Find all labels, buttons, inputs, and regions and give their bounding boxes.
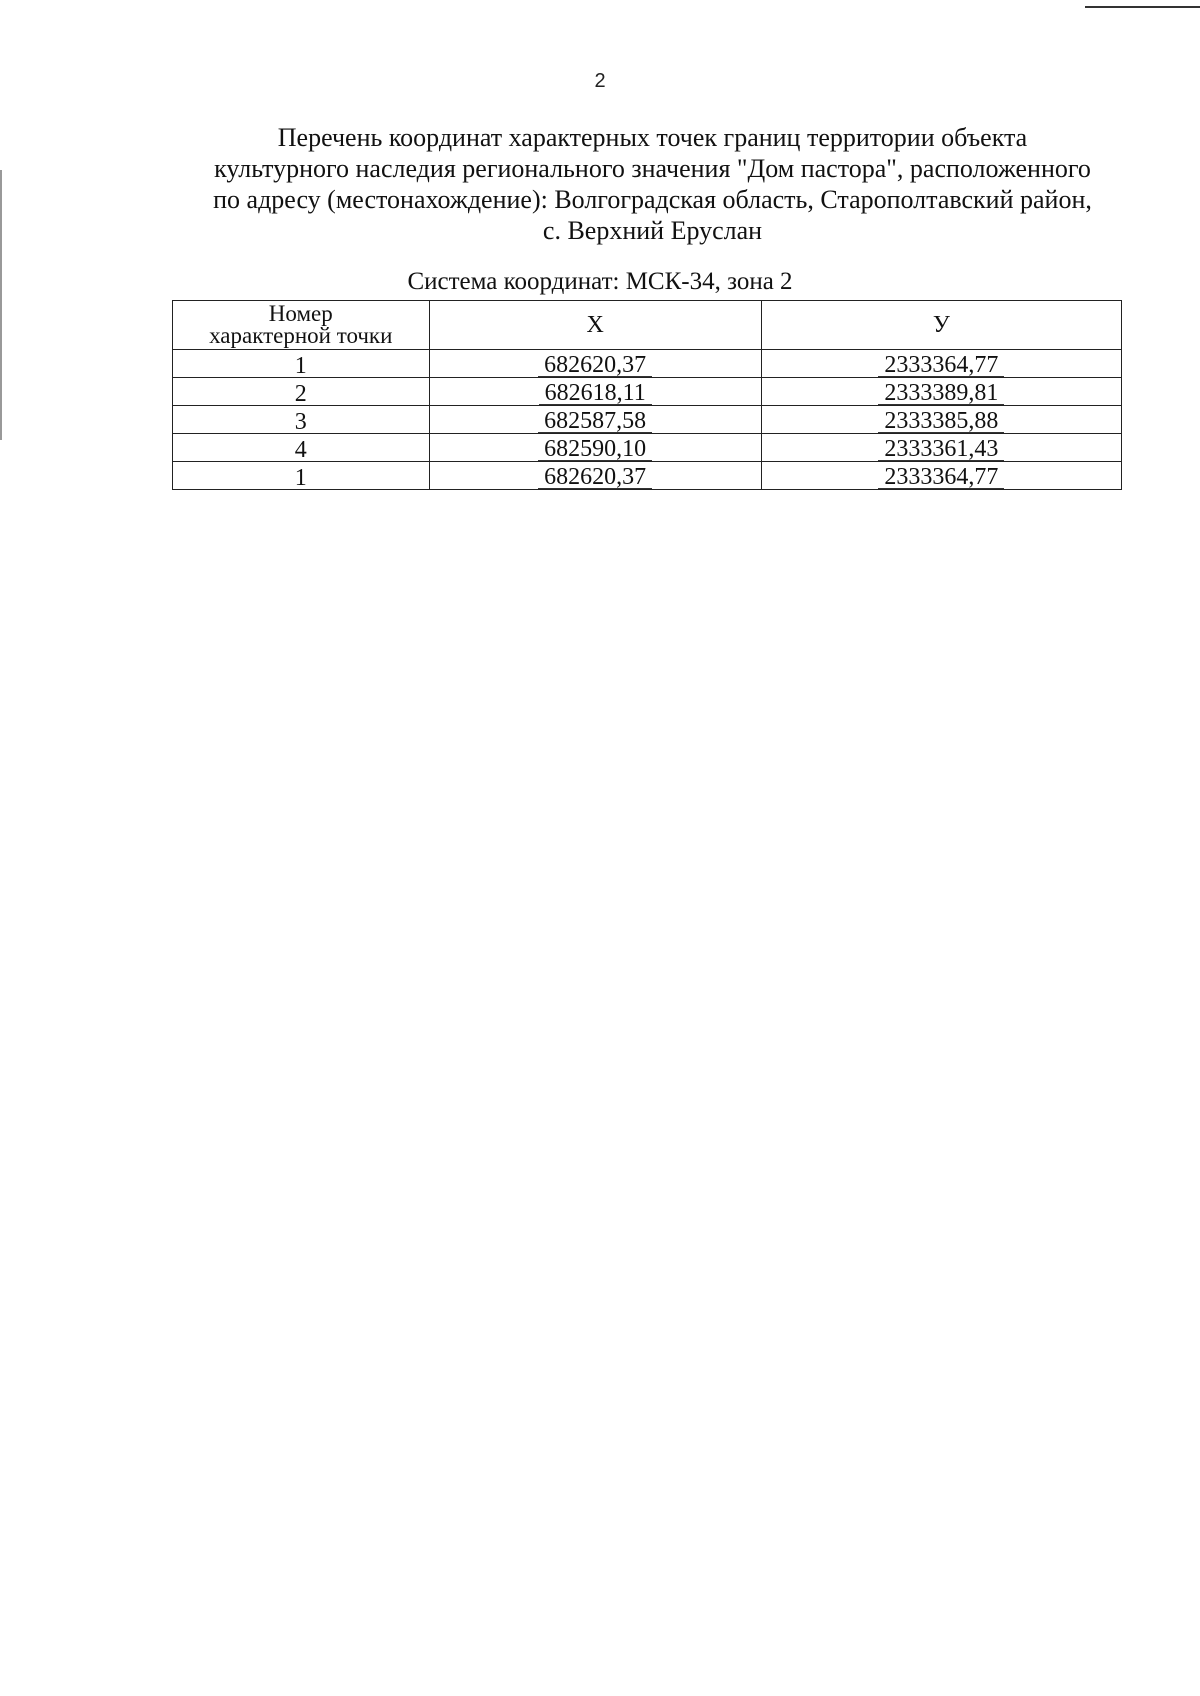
table-row [173,462,1122,490]
scan-edge-mark [0,170,2,440]
title-line: Перечень координат характерных точек границ территории объекта [277,123,1028,152]
table-row [173,406,1122,434]
header-point-number-line1: Номер [268,301,333,326]
header-x: X [429,301,761,350]
point-number-cell: 2 [173,378,430,406]
header-y: У [761,301,1121,350]
scan-edge-mark [1085,0,1200,8]
y-cell: 2333361,43 [761,434,1121,462]
point-number-cell: 4 [173,434,430,462]
x-cell: 682620,37 [429,350,761,378]
title-line: культурного наследия регионального значения "Дом пастора", расположенного [214,154,1091,183]
table-row [173,378,1122,406]
header-point-number-line2: характерной точки [209,323,393,348]
x-cell: 682590,10 [429,434,761,462]
point-number-cell: 1 [173,462,430,490]
y-cell: 2333389,81 [761,378,1121,406]
y-cell: 2333385,88 [761,406,1121,434]
point-number-cell: 1 [173,350,430,378]
point-number-cell: 3 [173,406,430,434]
table-row [173,434,1122,462]
x-cell: 682587,58 [429,406,761,434]
x-cell: 682620,37 [429,462,761,490]
page-number: 2 [594,70,606,92]
table-row [173,350,1122,378]
y-cell: 2333364,77 [761,462,1121,490]
y-cell: 2333364,77 [761,350,1121,378]
table-header-row [173,301,1122,350]
title-line: по адресу (местонахождение): Волгоградская область, Старополтавский район, [213,185,1092,214]
header-point-number [173,301,430,350]
document-title [160,122,1145,246]
title-line: с. Верхний Еруслан [542,216,763,245]
x-cell: 682618,11 [429,378,761,406]
coordinates-table [172,300,1122,490]
coordinate-system-caption: Система координат: МСК-34, зона 2 [407,268,793,295]
